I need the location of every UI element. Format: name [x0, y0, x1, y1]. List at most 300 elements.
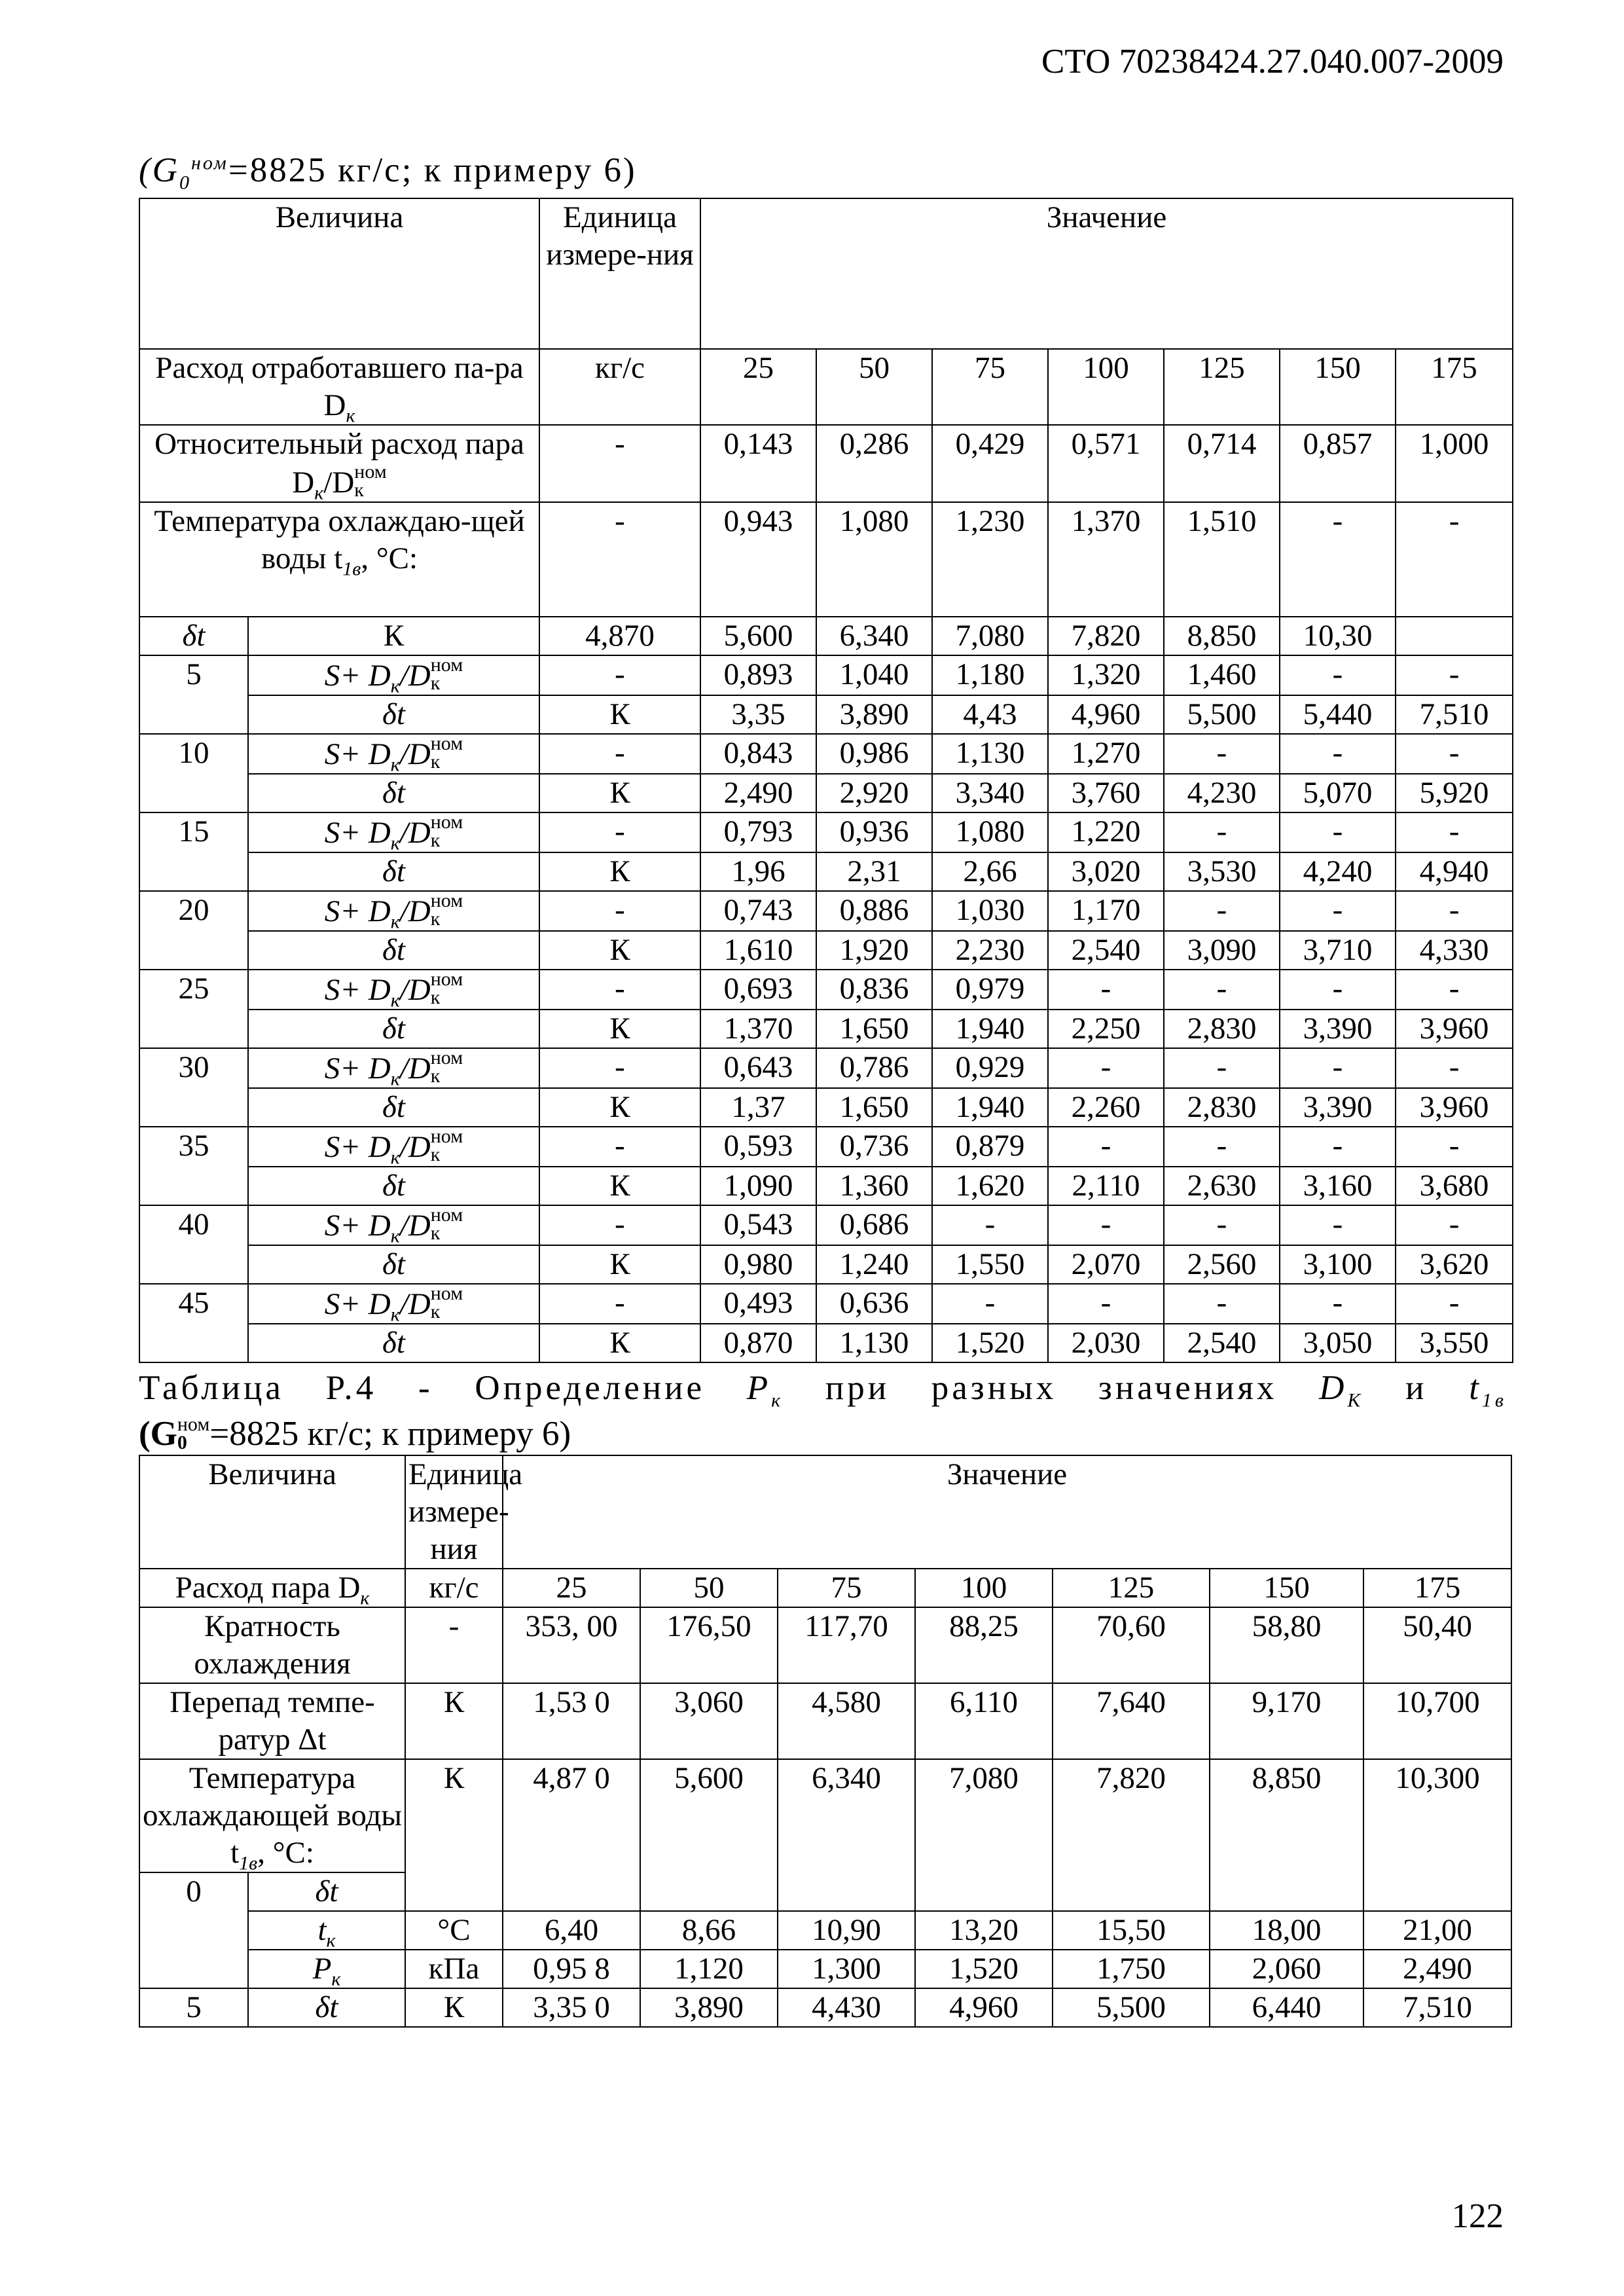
value-cell: 0,493	[700, 1284, 816, 1324]
value-cell: 1,130	[816, 1324, 932, 1362]
value-cell: 1,37	[700, 1088, 816, 1127]
caption2-g-stack: ном 0	[177, 1413, 210, 1453]
value-cell: -	[1280, 812, 1396, 852]
value-cell: -	[1280, 1127, 1396, 1167]
dt-label-cell: δt	[248, 695, 539, 734]
value-cell: -	[1280, 1205, 1396, 1245]
row-unit: -	[405, 1607, 503, 1683]
value-cell: 4,230	[1164, 774, 1280, 812]
row-unit: -	[539, 502, 700, 617]
value-cell: 4,960	[1048, 695, 1164, 734]
value-cell: 50	[640, 1569, 778, 1607]
dt-label-cell: δt	[248, 1010, 539, 1048]
table-row	[139, 1988, 1511, 2027]
row-unit: К	[405, 1683, 503, 1759]
value-cell: 0,980	[700, 1245, 816, 1284]
table-row	[139, 891, 1513, 931]
value-cell: 1,300	[778, 1950, 915, 1988]
table-row	[139, 1127, 1513, 1167]
value-cell: 0,593	[700, 1127, 816, 1167]
value-cell: 4,870	[539, 617, 700, 655]
dt-label-cell: δt	[248, 1324, 539, 1362]
row-unit: К	[539, 1088, 700, 1127]
row-unit: -	[539, 425, 700, 502]
value-cell: 5,500	[1053, 1988, 1210, 2027]
value-cell: 5,600	[640, 1759, 778, 1911]
value-cell: -	[1396, 891, 1513, 931]
value-cell: 1,940	[932, 1010, 1048, 1048]
value-cell: 2,66	[932, 852, 1048, 891]
row-unit: К	[539, 695, 700, 734]
value-cell: 3,620	[1396, 1245, 1513, 1284]
caption2-rest: =8825 кг/с; к примеру 6)	[209, 1415, 571, 1453]
value-cell: 1,620	[932, 1167, 1048, 1205]
value-cell: 2,490	[700, 774, 816, 812]
s-label: S+ D	[324, 894, 391, 928]
s-label: S+ D	[324, 1051, 391, 1085]
label-stack: ном к	[354, 461, 387, 501]
value-cell: 0,786	[816, 1048, 932, 1088]
row-unit: -	[539, 655, 700, 695]
table-row	[139, 812, 1513, 852]
table-row	[139, 1167, 1513, 1205]
value-cell: 1,320	[1048, 655, 1164, 695]
value-cell: 0,843	[700, 734, 816, 774]
row-unit: -	[539, 1205, 700, 1245]
value-cell: -	[1396, 1205, 1513, 1245]
table-row	[139, 1759, 1511, 1872]
value-cell: 1,270	[1048, 734, 1164, 774]
value-cell: 1,520	[915, 1950, 1053, 1988]
value-cell: 6,340	[816, 617, 932, 655]
value-cell: 1,180	[932, 655, 1048, 695]
value-cell: 4,240	[1280, 852, 1396, 891]
value-cell: 2,540	[1164, 1324, 1280, 1362]
value-cell: 1,370	[1048, 502, 1164, 617]
header-unit: Единица измере-ния	[405, 1455, 503, 1569]
caption-word: $t_{1в}$	[1469, 1369, 1507, 1412]
dt-label-cell: δt	[248, 1167, 539, 1205]
row-unit: К	[539, 1324, 700, 1362]
value-cell: -	[1048, 1284, 1164, 1324]
value-cell: 2,31	[816, 852, 932, 891]
value-cell: 3,890	[816, 695, 932, 734]
value-cell: 0,886	[816, 891, 932, 931]
value-cell: 3,960	[1396, 1010, 1513, 1048]
value-cell: -	[1280, 1284, 1396, 1324]
value-cell: 3,390	[1280, 1088, 1396, 1127]
value-cell: 1,090	[700, 1167, 816, 1205]
caption-word: при	[825, 1369, 890, 1407]
value-cell: 10,30	[1280, 617, 1396, 655]
label-sub: к	[346, 405, 355, 427]
value-cell: 150	[1210, 1569, 1363, 1607]
temperature-cell: 0	[139, 1872, 248, 1988]
dt-label-cell: δt	[248, 1088, 539, 1127]
value-cell: -	[1280, 970, 1396, 1010]
value-cell: -	[1396, 502, 1513, 617]
value-cell: -	[1164, 812, 1280, 852]
value-cell: 0,986	[816, 734, 932, 774]
value-cell: 18,00	[1210, 1911, 1363, 1950]
label-sub: 1в	[342, 558, 361, 580]
value-cell: 1,610	[700, 931, 816, 970]
value-cell: 7,820	[1053, 1759, 1210, 1911]
row-unit: -	[539, 812, 700, 852]
value-cell: 175	[1396, 349, 1513, 425]
row-unit: -	[539, 1284, 700, 1324]
temperature-cell: 20	[139, 891, 248, 970]
value-cell: 4,430	[778, 1988, 915, 2027]
temperature-cell: 5	[139, 655, 248, 734]
value-cell: 0,793	[700, 812, 816, 852]
temperature-cell: 15	[139, 812, 248, 891]
dt-label-cell: δt	[248, 852, 539, 891]
value-cell: -	[1280, 1048, 1396, 1088]
value-cell: 3,960	[1396, 1088, 1513, 1127]
value-cell: 1,230	[932, 502, 1048, 617]
caption-rest: =8825 кг/с; к примеру 6)	[228, 151, 637, 189]
value-cell: 21,00	[1363, 1911, 1511, 1950]
s-label-cell: $S+ D_к/D$ ном к	[248, 1284, 539, 1324]
value-cell: 2,920	[816, 774, 932, 812]
header-quantity: Величина	[139, 198, 539, 349]
value-cell: -	[1396, 734, 1513, 774]
value-cell: 117,70	[778, 1607, 915, 1683]
value-cell: 3,020	[1048, 852, 1164, 891]
row-unit: К	[539, 1167, 700, 1205]
temperature-cell: 45	[139, 1284, 248, 1362]
caption-word: Таблица	[139, 1369, 284, 1407]
value-cell: 50,40	[1363, 1607, 1511, 1683]
value-cell: 1,520	[932, 1324, 1048, 1362]
table2-caption-line1	[139, 1368, 1507, 1412]
value-cell: 353, 00	[503, 1607, 640, 1683]
table-header-row	[139, 1455, 1511, 1569]
row-unit: К	[405, 1759, 503, 1911]
value-cell: 0,686	[816, 1205, 932, 1245]
value-cell: 0,571	[1048, 425, 1164, 502]
table-row	[139, 1950, 1511, 1988]
value-cell: 5,440	[1280, 695, 1396, 734]
value-cell: -	[1164, 1127, 1280, 1167]
label-tail: /D	[323, 465, 355, 500]
value-cell: 6,340	[778, 1759, 915, 1911]
value-cell: -	[932, 1205, 1048, 1245]
value-cell: 1,120	[640, 1950, 778, 1988]
value-cell: 3,550	[1396, 1324, 1513, 1362]
s-label-cell: $S+ D_к/D$ ном к	[248, 891, 539, 931]
value-cell: 0,857	[1280, 425, 1396, 502]
header-quantity: Величина	[139, 1455, 405, 1569]
value-cell: -	[1164, 970, 1280, 1010]
s-label: S+ D	[324, 1287, 391, 1321]
value-cell: 2,830	[1164, 1088, 1280, 1127]
value-cell: -	[1048, 1205, 1164, 1245]
value-cell: 2,110	[1048, 1167, 1164, 1205]
header-value: Значение	[503, 1455, 1511, 1569]
value-cell: -	[1048, 1048, 1164, 1088]
value-cell: 8,66	[640, 1911, 778, 1950]
row-label	[139, 425, 539, 502]
value-cell: 0,543	[700, 1205, 816, 1245]
s-label-cell: $S+ D_к/D$ ном к	[248, 1048, 539, 1088]
table-header-row	[139, 198, 1513, 349]
row-label	[139, 502, 539, 617]
value-cell: 1,130	[932, 734, 1048, 774]
value-cell: -	[1396, 1284, 1513, 1324]
value-cell: 7,640	[1053, 1683, 1210, 1759]
value-cell: 1,650	[816, 1088, 932, 1127]
caption-g-sup: ном	[190, 152, 228, 174]
value-cell: 176,50	[640, 1607, 778, 1683]
row-unit: -	[539, 1127, 700, 1167]
label-text: Расход отработавшего па-ра D	[155, 351, 524, 422]
value-cell: 15,50	[1053, 1911, 1210, 1950]
value-cell: -	[1396, 1048, 1513, 1088]
row-unit: -	[539, 734, 700, 774]
value-cell: 0,693	[700, 970, 816, 1010]
value-cell: 3,760	[1048, 774, 1164, 812]
value-cell: 3,050	[1280, 1324, 1396, 1362]
value-cell: 175	[1363, 1569, 1511, 1607]
row-label: Температура охлаждающей воды $t_{1в}$, °С:	[139, 1759, 405, 1872]
value-cell: -	[1048, 970, 1164, 1010]
value-cell: 7,820	[1048, 617, 1164, 655]
value-cell: 25	[700, 349, 816, 425]
value-cell: 1,460	[1164, 655, 1280, 695]
caption-word: и	[1405, 1369, 1428, 1407]
value-cell: 2,060	[1210, 1950, 1363, 1988]
s-label: S+ D	[324, 1209, 391, 1243]
table-row	[139, 1284, 1513, 1324]
value-cell: -	[1280, 891, 1396, 931]
dt-label-cell: δt	[139, 617, 248, 655]
value-cell: 0,943	[700, 502, 816, 617]
s-label: S+ D	[324, 1130, 391, 1164]
table-row	[139, 1010, 1513, 1048]
table-row	[139, 425, 1513, 502]
row-unit: К	[539, 852, 700, 891]
table-row	[139, 617, 1513, 655]
label-tail: , °С:	[361, 541, 418, 575]
value-cell: -	[1396, 1127, 1513, 1167]
value-cell: 1,000	[1396, 425, 1513, 502]
value-cell: -	[1164, 1205, 1280, 1245]
caption-g-sub: 0	[179, 172, 191, 194]
table-row	[139, 1048, 1513, 1088]
value-cell: 2,540	[1048, 931, 1164, 970]
table-row	[139, 1911, 1511, 1950]
value-cell: 0,736	[816, 1127, 932, 1167]
table-row	[139, 970, 1513, 1010]
temperature-cell: 5	[139, 1988, 248, 2027]
value-cell: 1,240	[816, 1245, 932, 1284]
s-label: S+ D	[324, 737, 391, 771]
value-cell: 1,940	[932, 1088, 1048, 1127]
value-cell: -	[1396, 812, 1513, 852]
caption-word: значениях	[1098, 1369, 1278, 1407]
header-value: Значение	[700, 198, 1513, 349]
value-cell: 1,360	[816, 1167, 932, 1205]
table-row	[139, 1324, 1513, 1362]
value-cell: 0,979	[932, 970, 1048, 1010]
value-cell: 4,960	[915, 1988, 1053, 2027]
value-cell: 3,710	[1280, 931, 1396, 970]
s-label-cell: $S+ D_к/D$ ном к	[248, 655, 539, 695]
s-label: S+ D	[324, 659, 391, 693]
caption-word: Р.4	[325, 1369, 377, 1407]
value-cell: -	[1164, 1284, 1280, 1324]
value-cell: 3,160	[1280, 1167, 1396, 1205]
value-cell: -	[932, 1284, 1048, 1324]
value-cell: 2,830	[1164, 1010, 1280, 1048]
value-cell: 125	[1164, 349, 1280, 425]
caption-word: $P_к$	[746, 1369, 784, 1412]
pk-label-cell: $P_к$	[248, 1950, 405, 1988]
value-cell: 5,070	[1280, 774, 1396, 812]
value-cell: 4,330	[1396, 931, 1513, 970]
value-cell: 1,53 0	[503, 1683, 640, 1759]
value-cell: 4,87 0	[503, 1759, 640, 1911]
row-label: Расход пара $D_к$	[139, 1569, 405, 1607]
caption-word: Определение	[475, 1369, 705, 1407]
dt-label-cell: δt	[248, 931, 539, 970]
s-label-cell: $S+ D_к/D$ ном к	[248, 812, 539, 852]
value-cell: 0,143	[700, 425, 816, 502]
value-cell: 0,714	[1164, 425, 1280, 502]
value-cell: 75	[778, 1569, 915, 1607]
table-row	[139, 852, 1513, 891]
value-cell: 1,370	[700, 1010, 816, 1048]
row-unit: К	[539, 1245, 700, 1284]
value-cell: 3,35	[700, 695, 816, 734]
s-label-cell: $S+ D_к/D$ ном к	[248, 970, 539, 1010]
value-cell: 1,170	[1048, 891, 1164, 931]
value-cell: 3,390	[1280, 1010, 1396, 1048]
value-cell: 1,750	[1053, 1950, 1210, 1988]
value-cell: 8,850	[1164, 617, 1280, 655]
value-cell: 4,940	[1396, 852, 1513, 891]
row-label: Кратность охлаждения	[139, 1607, 405, 1683]
value-cell: 3,100	[1280, 1245, 1396, 1284]
value-cell: 5,600	[700, 617, 816, 655]
row-unit: °С	[405, 1911, 503, 1950]
value-cell: 50	[816, 349, 932, 425]
value-cell: 9,170	[1210, 1683, 1363, 1759]
value-cell: 1,080	[932, 812, 1048, 852]
label-sub: к	[314, 482, 324, 504]
value-cell: 1,030	[932, 891, 1048, 931]
table2-caption-line2	[139, 1414, 571, 1453]
value-cell: 7,080	[915, 1759, 1053, 1911]
page-number: 122	[1451, 2197, 1504, 2235]
value-cell: 7,080	[932, 617, 1048, 655]
value-cell: 88,25	[915, 1607, 1053, 1683]
value-cell: 2,490	[1363, 1950, 1511, 1988]
row-unit: -	[539, 970, 700, 1010]
value-cell: 100	[1048, 349, 1164, 425]
value-cell: 4,580	[778, 1683, 915, 1759]
row-unit: К	[248, 617, 539, 655]
table1-caption	[139, 151, 637, 194]
document-code: СТО 70238424.27.040.007-2009	[1041, 43, 1504, 81]
table-row	[139, 349, 1513, 425]
temperature-cell: 10	[139, 734, 248, 812]
row-unit: кг/с	[405, 1569, 503, 1607]
value-cell: 1,550	[932, 1245, 1048, 1284]
value-cell: 1,040	[816, 655, 932, 695]
temperature-cell: 35	[139, 1127, 248, 1205]
label-text: Относительный расход пара D	[154, 427, 524, 500]
value-cell: -	[1280, 502, 1396, 617]
s-label-cell: $S+ D_к/D$ ном к	[248, 1127, 539, 1167]
caption2-g: (G	[139, 1415, 177, 1453]
value-cell: 150	[1280, 349, 1396, 425]
value-cell: 0,636	[816, 1284, 932, 1324]
table-row	[139, 695, 1513, 734]
s-label-cell: $S+ D_к/D$ ном к	[248, 734, 539, 774]
value-cell: 6,40	[503, 1911, 640, 1950]
value-cell: 3,060	[640, 1683, 778, 1759]
value-cell: 0,879	[932, 1127, 1048, 1167]
value-cell: 0,429	[932, 425, 1048, 502]
value-cell: 6,110	[915, 1683, 1053, 1759]
value-cell: 2,070	[1048, 1245, 1164, 1284]
value-cell: 4,43	[932, 695, 1048, 734]
temperature-cell: 40	[139, 1205, 248, 1284]
table-row	[139, 655, 1513, 695]
row-unit: К	[539, 774, 700, 812]
row-unit: К	[539, 931, 700, 970]
table-row	[139, 774, 1513, 812]
value-cell: 2,030	[1048, 1324, 1164, 1362]
s-label: S+ D	[324, 816, 391, 850]
table-row	[139, 931, 1513, 970]
value-cell: 0,870	[700, 1324, 816, 1362]
s-label-cell: $S+ D_к/D$ ном к	[248, 1205, 539, 1245]
value-cell: 0,929	[932, 1048, 1048, 1088]
value-cell: 7,510	[1396, 695, 1513, 734]
value-cell: 0,936	[816, 812, 932, 852]
row-label	[139, 349, 539, 425]
value-cell: 10,90	[778, 1911, 915, 1950]
value-cell: -	[1164, 1048, 1280, 1088]
value-cell: 125	[1053, 1569, 1210, 1607]
dt-label-cell: δt	[248, 1988, 405, 2027]
value-cell: 3,340	[932, 774, 1048, 812]
caption-word: $D_K$	[1319, 1369, 1364, 1412]
value-cell: 1,080	[816, 502, 932, 617]
value-cell: -	[1164, 891, 1280, 931]
table-row	[139, 1683, 1511, 1759]
temperature-cell: 30	[139, 1048, 248, 1127]
dt-label-cell: δt	[248, 1245, 539, 1284]
caption-word: -	[418, 1369, 433, 1407]
row-unit: К	[405, 1988, 503, 2027]
value-cell: 0,286	[816, 425, 932, 502]
tk-label-cell: $t_к$	[248, 1911, 405, 1950]
table-row	[139, 1569, 1511, 1607]
value-cell: 8,850	[1210, 1759, 1363, 1911]
s-label: S+ D	[324, 973, 391, 1007]
value-cell: 58,80	[1210, 1607, 1363, 1683]
row-unit: -	[539, 1048, 700, 1088]
value-cell: 2,560	[1164, 1245, 1280, 1284]
value-cell: -	[1396, 655, 1513, 695]
value-cell: 5,500	[1164, 695, 1280, 734]
value-cell: 3,35 0	[503, 1988, 640, 2027]
